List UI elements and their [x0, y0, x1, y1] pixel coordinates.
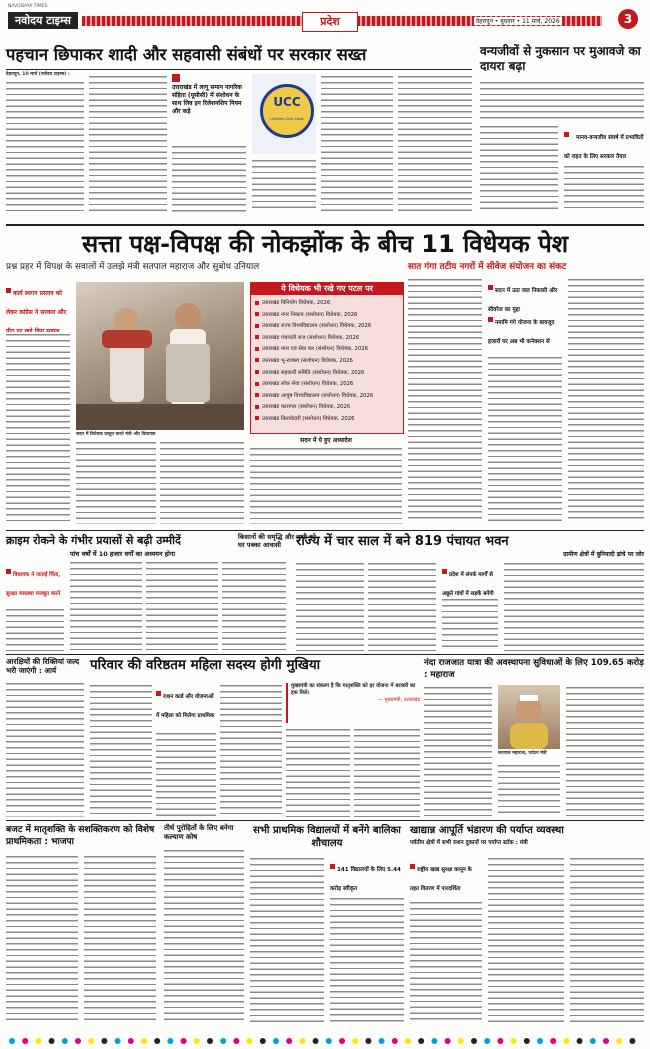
story-ucc — [6, 44, 472, 216]
body-col-1 — [6, 607, 64, 653]
registration-dot — [339, 1038, 345, 1044]
registration-dot — [273, 1038, 279, 1044]
bill-item — [255, 391, 399, 403]
headline: क्राइम रोकने के गंभीर प्रयासों से बढ़ी उम्मीदें — [6, 534, 181, 547]
body-col-3 — [570, 856, 644, 1024]
headline: परिवार की वरिष्ठतम महिला सदस्य होगी मुखिया — [90, 658, 321, 673]
bullet-icon — [564, 132, 569, 137]
headline: आरक्षियों की रिक्तियां जल्द भरी जाएंगी : आर्य — [6, 657, 80, 675]
page-number: 3 — [618, 9, 638, 29]
registration-dot — [154, 1038, 160, 1044]
highlight-box — [330, 856, 404, 892]
bill-label: उत्तराखंड भू-राजस्व (संशोधन) विधेयक, 2026 — [262, 357, 353, 364]
body-col-2 — [89, 74, 167, 212]
body-col-1 — [6, 681, 84, 817]
registration-dot — [181, 1038, 187, 1044]
registration-dot — [75, 1038, 81, 1044]
body-col-3 — [160, 440, 244, 524]
headline: खाद्यान्न आपूर्ति भंडारण की पर्याप्त व्यवस्था — [410, 825, 564, 836]
bill-bullet-icon — [255, 301, 259, 305]
body-col-4 — [504, 561, 644, 651]
body-col-3 — [442, 597, 498, 651]
body-col-1 — [408, 277, 482, 523]
bill-label: उत्तराखंड किरायेदारी (संशोधन) विधेयक, 2026 — [262, 415, 355, 422]
registration-dot — [260, 1038, 266, 1044]
body-col-5 — [354, 727, 420, 817]
registration-dot — [233, 1038, 239, 1044]
bullet-icon — [330, 864, 335, 869]
highlight-text: 141 विद्यालयों के लिए 5.44 करोड़ स्वीकृत — [330, 867, 401, 892]
story-ganga — [408, 261, 644, 525]
story-ration — [410, 824, 644, 1024]
registration-dot — [194, 1038, 200, 1044]
registration-dot — [299, 1038, 305, 1044]
bill-item — [255, 414, 399, 426]
highlight-text: राष्ट्रीय खाद्य सुरक्षा कानून के तहत वितरण में पारदर्शिता — [410, 867, 472, 892]
side-highlight — [6, 561, 64, 601]
bill-label: उत्तराखंड माल एवं सेवा कर (संशोधन) विधेयक, 2026 — [262, 346, 368, 353]
body-col-5 — [321, 74, 393, 212]
bill-item — [255, 333, 399, 345]
body-col-1 — [296, 561, 364, 651]
highlight-text: उत्तराखंड में लागू समान नागरिक संहिता (यूसीसी) में संशोधन के साथ लिव इन रिलेशनशिप नियम और कड़े — [172, 84, 242, 115]
side-highlight — [6, 280, 70, 330]
portrait-icon — [498, 685, 560, 749]
ucc-seal-panel — [252, 74, 316, 154]
bill-label: उत्तराखंड राज्य विश्वविद्यालय (संशोधन) विधेयक, 2026 — [262, 323, 372, 330]
headline: तीर्थ पुरोहितों के लिए बनेगा कल्याण कोष — [164, 824, 234, 841]
highlight-box — [172, 74, 246, 140]
body-col-1 — [6, 854, 78, 1024]
bullet-icon — [488, 317, 493, 322]
photo-people-icon — [76, 282, 244, 430]
body-col-2 — [330, 896, 404, 1024]
body-col-2 — [156, 731, 216, 817]
masthead — [6, 4, 644, 38]
body-col-1 — [480, 80, 644, 120]
highlight-box — [410, 856, 482, 896]
quote-text: मुख्यमंत्री का संकल्प है कि मातृशक्ति को हर योजना में बराबरी का हक मिले। — [291, 683, 416, 696]
lead-photo — [76, 282, 244, 430]
bill-bullet-icon — [255, 382, 259, 386]
headline: नंदा राजजात यात्रा की अवस्थापना सुविधाओं के लिए 109.65 करोड़ : महाराज — [424, 658, 644, 680]
bill-item — [255, 402, 399, 414]
headline: किसानों की समृद्धि और सभी को घर पक्का आवासी — [238, 533, 316, 549]
dateline: देहरादून, 10 मार्च (नवोदय टाइम्स) : — [6, 72, 70, 77]
highlight-box-1 — [488, 277, 562, 313]
body-col-1 — [410, 900, 482, 1024]
highlight-box — [156, 683, 216, 727]
registration-dot — [405, 1038, 411, 1044]
registration-dot — [326, 1038, 332, 1044]
section-divider — [6, 530, 644, 531]
body-col-2 — [84, 854, 156, 1024]
section-divider — [6, 654, 644, 655]
bill-item — [255, 298, 399, 310]
registration-dot — [590, 1038, 596, 1044]
body-col-2 — [368, 561, 436, 651]
registration-dot — [167, 1038, 173, 1044]
body-col-1 — [6, 80, 84, 212]
bills-box — [250, 282, 404, 434]
bills-list — [251, 295, 403, 426]
registration-dot — [418, 1038, 424, 1044]
subhead: पर्वतीय क्षेत्रों में सभी राशन दुकानों पर पर्याप्त स्टॉक : मंत्री — [410, 840, 528, 846]
registration-dot — [458, 1038, 464, 1044]
divider — [6, 69, 472, 70]
body-col-2 — [480, 124, 558, 212]
registration-dot — [247, 1038, 253, 1044]
body-col-2 — [498, 763, 560, 817]
bill-item — [255, 321, 399, 333]
registration-dot — [352, 1038, 358, 1044]
bill-bullet-icon — [255, 416, 259, 420]
registration-dot — [379, 1038, 385, 1044]
bill-item — [255, 368, 399, 380]
section-label-box — [302, 12, 358, 32]
bills-box-title: ये विधेयक भी रखे गए पटल पर — [251, 283, 403, 295]
registration-dot — [286, 1038, 292, 1044]
crime-body-col-2 — [70, 560, 142, 650]
registration-dot — [629, 1038, 635, 1044]
body-col-3 — [566, 685, 644, 817]
highlight-text: प्रदेश में संपर्क मार्गों से अछूते गांवों में सड़कें बनेंगी — [442, 572, 494, 597]
registration-dot — [616, 1038, 622, 1044]
registration-dot — [431, 1038, 437, 1044]
body-col-6 — [398, 74, 472, 212]
headline: सात गंगा तटीय नगरों में सीवेज संयोजन का संकट — [408, 262, 567, 272]
registration-dot — [563, 1038, 569, 1044]
highlight-box-2 — [488, 309, 562, 353]
bill-bullet-icon — [255, 335, 259, 339]
registration-dot — [128, 1038, 134, 1044]
registration-dot — [365, 1038, 371, 1044]
bill-label: उत्तराखंड पंचायती राज (संशोधन) विधेयक, 2026 — [262, 334, 360, 341]
side-highlight-text: विधायक ने जताई चिंता, सुरक्षा व्यवस्था मजबूत करने — [6, 572, 61, 597]
bill-item — [255, 356, 399, 368]
body-col-3 — [568, 277, 644, 523]
highlight-bullet — [172, 74, 180, 82]
registration-dot — [115, 1038, 121, 1044]
registration-dot — [141, 1038, 147, 1044]
headline: राज्य में चार साल में बने 819 पंचायत भवन — [296, 534, 509, 549]
registration-strip — [6, 1030, 644, 1038]
ucc-seal-caption: Uniform Civil Code — [270, 117, 304, 121]
registration-dot — [22, 1038, 28, 1044]
registration-dot — [101, 1038, 107, 1044]
bill-label: उत्तराखंड नगर निकाय (संशोधन) विधेयक, 2026 — [262, 311, 358, 318]
body-col-4 — [286, 727, 350, 817]
registration-dot — [511, 1038, 517, 1044]
bullet-icon — [156, 691, 161, 696]
highlight-text: मानव-वन्यजीव संघर्ष में प्रभावितों को राहत के लिए सरकार तैयार — [564, 135, 644, 160]
side-highlight-text: कार्य स्थगन प्रस्ताव को लेकर कांग्रेस ने सरकार और — [6, 290, 67, 316]
story-wildlife — [480, 44, 644, 216]
registration-dot — [497, 1038, 503, 1044]
section-divider — [6, 820, 644, 821]
body-col-1 — [6, 332, 70, 524]
story-school — [250, 824, 404, 1024]
ucc-seal — [260, 84, 314, 138]
crime-body-col-3 — [146, 560, 218, 650]
story-mukhiya — [90, 657, 420, 817]
registration-dot — [62, 1038, 68, 1044]
headline: बजट में मातृशक्ति के सशक्तिकरण को विशेष प्राथमिकता : भाजपा — [6, 825, 155, 847]
body-col-4 — [250, 446, 402, 524]
story-yatra — [424, 657, 644, 817]
body-col-3 — [172, 144, 246, 212]
subhead: प्रश्न प्रहर में विपक्ष के सवालों में उलझे मंत्री सतपाल महाराज और सुबोध उनियाल — [6, 262, 260, 272]
photo-caption: सदन में विधेयक प्रस्तुत करते मंत्री और विधायक — [76, 432, 156, 437]
bullet-icon — [6, 569, 11, 574]
headline: पहचान छिपाकर शादी और सहवासी संबंधों पर सरकार सख्त — [6, 45, 367, 64]
story-arakshi — [6, 657, 84, 817]
masthead-brand: नवोदय टाइम्स — [15, 14, 71, 27]
quote-author: — मुख्यमंत्री, उत्तराखंड — [378, 697, 420, 703]
masthead-date: देहरादून • बुधवार • 11 मार्च, 2026 — [476, 18, 560, 25]
highlight-text: नमामि गंगे योजना के बावजूद हजारों घर अब भी कनेक्शन से — [488, 320, 555, 345]
subhead: पांच वर्षों में 10 हजार वर्गों का अध्ययन होगा — [70, 550, 176, 558]
headline: वन्यजीवों से नुकसान पर मुआवजे का दायरा बढ़ा — [480, 44, 641, 73]
section-label: प्रदेश — [320, 15, 340, 28]
registration-dot — [392, 1038, 398, 1044]
headline: सभी प्राथमिक विद्यालयों में बनेंगे बालिका शौचालय — [253, 825, 401, 849]
registration-dot — [603, 1038, 609, 1044]
registration-dot — [550, 1038, 556, 1044]
bill-label: उत्तराखंड आयुष विश्वविद्यालय (संशोधन) विधेयक, 2026 — [262, 392, 374, 399]
bill-label: उत्तराखंड कारागार (संशोधन) विधेयक, 2026 — [262, 404, 351, 411]
registration-dot — [88, 1038, 94, 1044]
registration-marks-icon — [6, 1037, 644, 1045]
registration-dot — [484, 1038, 490, 1044]
bill-bullet-icon — [255, 370, 259, 374]
registration-dot — [313, 1038, 319, 1044]
bullet-icon — [442, 569, 447, 574]
body-col-2 — [488, 355, 562, 523]
bullet-icon — [488, 285, 493, 290]
bills-box-footer: सदन में ये हुए अध्यादेश — [300, 437, 352, 444]
bullet-icon — [6, 288, 11, 293]
registration-dot — [445, 1038, 451, 1044]
bill-bullet-icon — [255, 324, 259, 328]
highlight-box — [442, 561, 498, 597]
section-divider — [6, 224, 644, 226]
story-panchayat — [296, 533, 644, 653]
story-budget — [6, 824, 156, 1024]
bill-bullet-icon — [255, 358, 259, 362]
bill-bullet-icon — [255, 393, 259, 397]
body-col-2 — [488, 856, 564, 1024]
bill-bullet-icon — [255, 405, 259, 409]
highlight-text: राशन कार्ड और योजनाओं में महिला को मिलेगा प्राथमिक — [156, 694, 215, 719]
registration-dot — [49, 1038, 55, 1044]
body-col-1 — [90, 683, 152, 817]
registration-dot — [35, 1038, 41, 1044]
headline: सत्ता पक्ष-विपक्ष की नोकझोंक के बीच 11 विधेयक पेश — [81, 230, 569, 258]
bill-item — [255, 344, 399, 356]
bullet-icon — [410, 864, 415, 869]
body-col-1 — [424, 685, 492, 817]
photo-caption: सतपाल महाराज, पर्यटन मंत्री — [498, 751, 547, 756]
bill-bullet-icon — [255, 312, 259, 316]
registration-dot — [524, 1038, 530, 1044]
registration-dot — [471, 1038, 477, 1044]
registration-dot — [220, 1038, 226, 1044]
registration-dot — [537, 1038, 543, 1044]
registration-dot — [207, 1038, 213, 1044]
quote-box — [286, 683, 420, 723]
crime-body-col-4 — [222, 560, 286, 650]
registration-dot — [9, 1038, 15, 1044]
body-col-3 — [564, 164, 644, 212]
bill-bullet-icon — [255, 347, 259, 351]
bill-item — [255, 379, 399, 391]
story-lead — [6, 228, 644, 528]
body-col-1 — [250, 856, 324, 1024]
highlight-box — [564, 124, 644, 160]
subhead: ग्रामीण क्षेत्रों में बुनियादी ढांचे पर जोर — [563, 551, 644, 558]
bill-label: उत्तराखंड विनियोग विधेयक, 2026 — [262, 300, 331, 306]
body-col-3 — [220, 683, 282, 817]
bill-item — [255, 310, 399, 322]
masthead-small-tag: NAVODAYA TIMES — [8, 4, 48, 9]
bill-label: उत्तराखंड सहकारी समिति (संशोधन) विधेयक, 2026 — [262, 369, 365, 376]
body-col-4 — [252, 158, 316, 212]
body-col-2 — [76, 440, 156, 524]
masthead-brand-box — [8, 12, 78, 29]
yatra-photo — [498, 685, 560, 749]
body-col-1 — [164, 848, 244, 1024]
story-teerth — [164, 824, 244, 1024]
highlight-text: सदन में उठा जल निकासी और सीवरेज का मुद्दा — [488, 288, 558, 313]
registration-dot — [577, 1038, 583, 1044]
bill-label: उत्तराखंड लोक सेवा (संशोधन) विधेयक, 2026 — [262, 381, 354, 388]
ucc-seal-text: UCC — [273, 95, 301, 109]
